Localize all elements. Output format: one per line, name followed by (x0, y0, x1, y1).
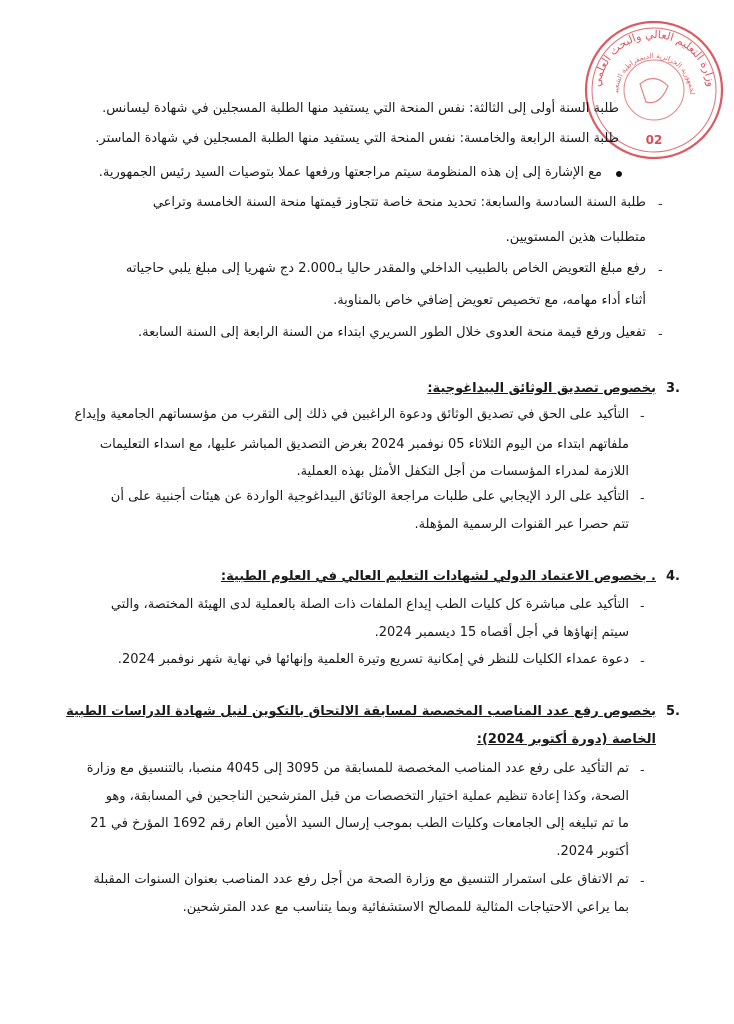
item-a2-line-2: أثناء أداء مهامه، مع تخصيص تعويض إضافي خاص بالمناوبة. (333, 293, 646, 308)
s5-item1-line-1: تم التأكيد على رفع عدد المناصب المخصصة للمسابقة من 3095 إلى 4045 منصبا، بالتنسيق مع وزارة (86, 761, 629, 776)
dash-icon: - (640, 874, 645, 889)
intro-bullet: مع الإشارة إلى إن هذه المنظومة سيتم مراجعتها ورفعها عملا بتوصيات السيد رئيس الجمهورية. (98, 165, 602, 180)
dash-icon: - (658, 327, 663, 342)
dash-icon: - (640, 491, 645, 506)
dash-icon: - (658, 197, 663, 212)
s4-item2-line-1: دعوة عمداء الكليات للنظر في إمكانية تسريع وتيرة العلمية وإنهائها في نهاية شهر نوفمبر 2024. (117, 652, 629, 667)
dash-icon: - (640, 599, 645, 614)
s5-item2-line-1: تم الاتفاق على استمرار التنسيق مع وزارة الصحة من أجل رفع عدد المناصب بعنوان السنوات المقبلة (93, 872, 629, 887)
stamp-inner-text: لجمهورية الجزائرية الديمقراطية الشعبي (612, 51, 697, 95)
s5-item1-line-2: الصحة، وكذا إعادة تنظيم عملية اختيار التخصصات من قبل المترشحين الناجحين في المسابقة، وهو (105, 789, 629, 804)
item-a1-line-2: متطلبات هذين المستويين. (505, 230, 646, 245)
section-3-title: بخصوص تصديق الوثائق البيداغوجية: (427, 381, 656, 396)
s5-item1-line-3: ما تم تبليغه إلى الجامعات وكليات الطب بموجب إرسال السيد الأمين العام رقم 1692 المؤرخ في 21 (90, 816, 629, 831)
section-5-title-line-1: بخصوص رفع عدد المناصب المخصصة لمسابقة الالتحاق بالتكوين لنيل شهادة الدراسات الطبية (66, 704, 656, 719)
dash-icon: - (640, 409, 645, 424)
section-5-number: 5. (666, 704, 680, 719)
intro-line-1: طلبة السنة أولى إلى الثالثة: نفس المنحة التي يستفيد منها الطلبة المسجلين في شهادة ليسانس. (102, 101, 619, 116)
bullet-dot-icon (616, 171, 622, 177)
s3-item1-line-1: التأكيد على الحق في تصديق الوثائق ودعوة الراغبين في ذلك إلى التقرب من مؤسساتهم الجامعية وإيداع (74, 407, 629, 422)
stamp-number: 02 (645, 133, 663, 147)
s5-item1-line-4: أكتوبر 2024. (556, 844, 629, 859)
dash-icon: - (640, 654, 645, 669)
section-3-number: 3. (666, 381, 680, 396)
section-4-title: . بخصوص الاعتماد الدولي لشهادات التعليم العالي في العلوم الطبية: (220, 569, 656, 584)
intro-line-2: طلبة السنة الرابعة والخامسة: نفس المنحة التي يستفيد منها الطلبة المسجلين في شهادة الماستر. (95, 131, 619, 146)
stamp-arc-text: وزارة التعليم العالي والبحث العلمي (590, 27, 718, 88)
stamp-emblem-icon (640, 78, 668, 102)
s4-item1-line-1: التأكيد على مباشرة كل كليات الطب إيداع الملفات ذات الصلة بالعملية لدى الهيئة المختصة، والتي (110, 597, 629, 612)
dash-icon: - (640, 763, 645, 778)
item-a3-line-1: تفعيل ورفع قيمة منحة العدوى خلال الطور السريري ابتداء من السنة الرابعة إلى السنة السابعة. (138, 325, 646, 340)
item-a2-line-1: رفع مبلغ التعويض الخاص بالطبيب الداخلي والمقدر حاليا بـ2.000 دج شهريا إلى مبلغ يلبي حاجياته (125, 261, 646, 276)
s5-item2-line-2: بما يراعي الاحتياجات المثالية للمصالح الاستشفائية وبما يتناسب مع عدد المترشحين. (182, 900, 629, 915)
section-5-title-line-2: الخاصة (دورة أكتوبر 2024): (476, 732, 656, 747)
item-a1-line-1: طلبة السنة السادسة والسابعة: تحديد منحة خاصة تتجاوز قيمتها منحة السنة الخامسة وتراعي (152, 195, 646, 210)
s4-item1-line-2: سيتم إنهاؤها في أجل أقصاه 15 ديسمبر 2024. (374, 625, 629, 640)
s3-item1-line-2: ملفاتهم ابتداء من اليوم الثلاثاء 05 نوفمبر 2024 بغرض التصديق المباشر عليها، مع اسداء التعليمات (99, 437, 629, 452)
dash-icon: - (658, 263, 663, 278)
s3-item2-line-1: التأكيد على الرد الإيجابي على طلبات مراجعة الوثائق البيداغوجية الواردة عن هيئات أجنبية على أن (110, 489, 629, 504)
s3-item2-line-2: تتم حصرا عبر القنوات الرسمية المؤهلة. (414, 517, 629, 532)
s3-item1-line-3: اللازمة لمدراء المؤسسات من أجل التكفل الأمثل بهذه العملية. (296, 464, 629, 479)
section-4-number: 4. (666, 569, 680, 584)
